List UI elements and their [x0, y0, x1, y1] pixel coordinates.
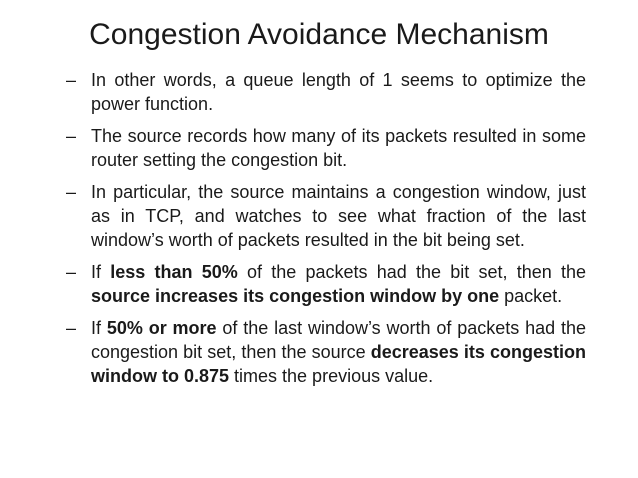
bullet-text: of the packets had the bit set, then the [237, 262, 586, 282]
bullet-dash: – [66, 318, 77, 338]
bullet-text: The source records how many of its packets resulted in some router setting the congestion bit. [91, 126, 586, 170]
bullet-text: packet. [499, 286, 563, 306]
bullet-text: In particular, the source maintains a congestion window, just as in TCP, and watches to see what fraction of the last window’s worth of packets resulted in the bit being set. [91, 182, 586, 250]
bullet-item [66, 260, 586, 308]
bullet-bold-text: decreases its congestion window to 0.875 [91, 342, 586, 386]
bullet-text: of the last window’s worth of packets had the congestion bit set, then the source [91, 318, 586, 362]
bullet-list [66, 68, 586, 396]
bullet-item [66, 180, 586, 252]
bullet-item [66, 68, 586, 116]
bullet-text: If [91, 318, 107, 338]
bullet-dash: – [66, 262, 77, 282]
bullet-bold-text: less than 50% [110, 262, 238, 282]
bullet-dash: – [66, 70, 77, 90]
bullet-text: In other words, a queue length of 1 seems to optimize the power function. [91, 70, 586, 114]
bullet-bold-text: 50% or more [106, 318, 217, 338]
bullet-text: If [91, 262, 111, 282]
bullet-bold-text: source increases its congestion window by one [91, 286, 500, 306]
bullet-text: times the previous value. [229, 366, 434, 386]
bullet-dash: – [66, 182, 77, 202]
bullet-item [66, 124, 586, 172]
slide-title: Congestion Avoidance Mechanism [89, 18, 549, 51]
bullet-item [66, 316, 586, 388]
bullet-dash: – [66, 126, 77, 146]
